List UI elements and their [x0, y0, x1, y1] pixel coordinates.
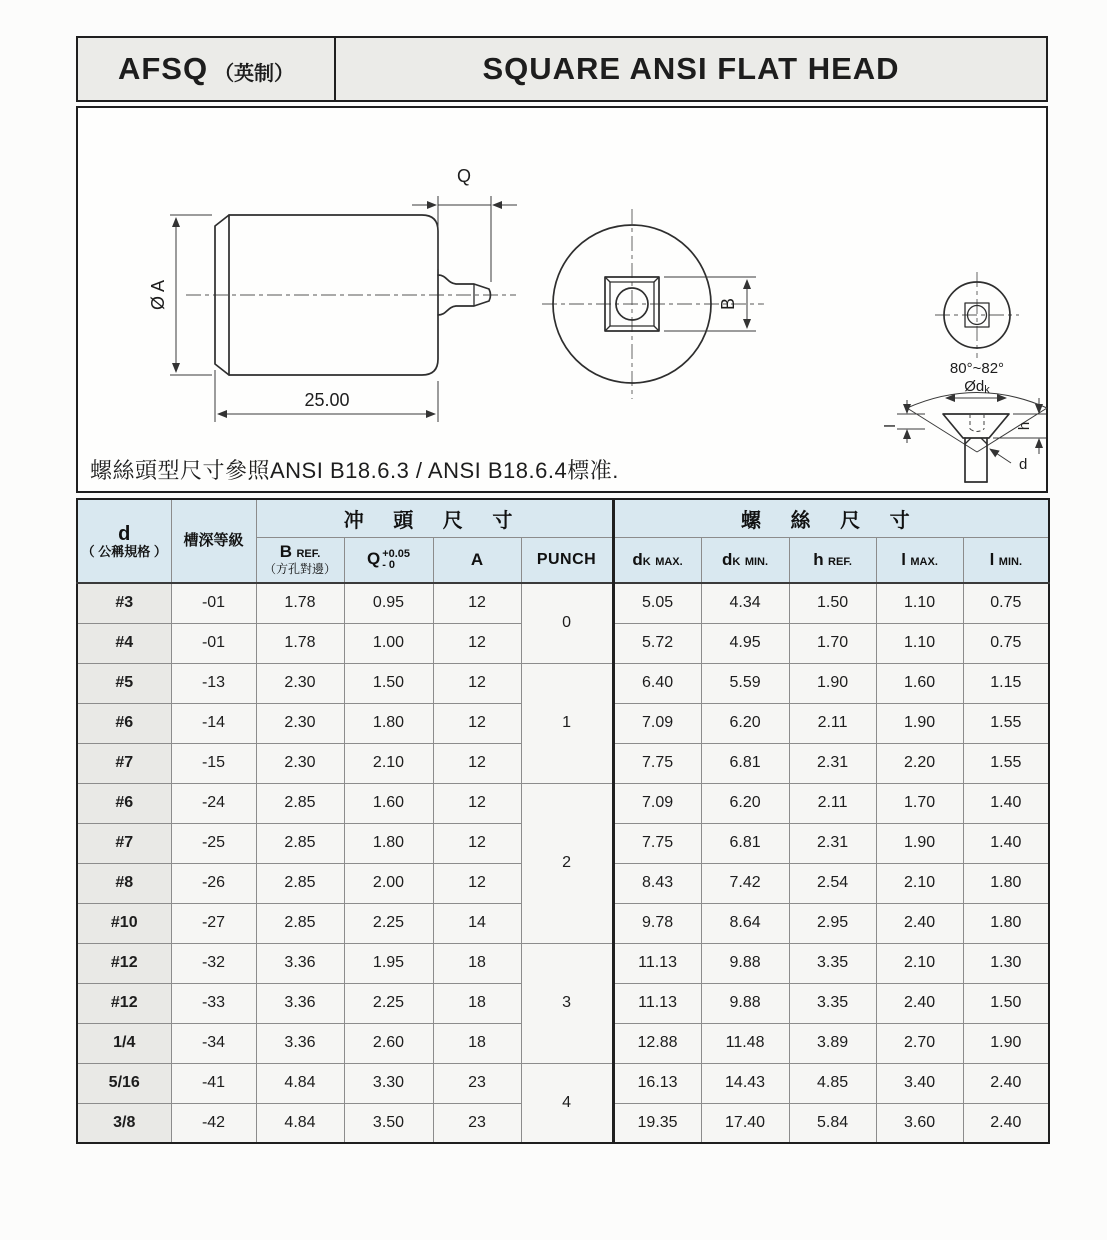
cell-a: 18: [433, 983, 521, 1023]
cell-q: 1.00: [344, 623, 433, 663]
cell-dk-min: 9.88: [701, 943, 789, 983]
cell-a: 12: [433, 703, 521, 743]
flat-head-profile: [943, 414, 1009, 438]
cell-b-ref: 2.85: [256, 783, 344, 823]
cell-b-ref: 2.85: [256, 823, 344, 863]
standard-reference-note: 螺絲頭型尺寸參照ANSI B18.6.3 / ANSI B18.6.4標准.: [90, 458, 619, 483]
cell-l-max: 2.40: [876, 983, 963, 1023]
group-header-screw-dimensions: 螺 絲 尺 寸: [613, 499, 1049, 537]
col-header-l-max: l MAX.: [876, 537, 963, 583]
cell-l-max: 2.70: [876, 1023, 963, 1063]
cell-l-min: 0.75: [963, 583, 1049, 623]
table-row: [77, 783, 1049, 823]
cell-d: #5: [77, 663, 171, 703]
cell-h-ref: 2.31: [789, 823, 876, 863]
cell-h-ref: 2.95: [789, 903, 876, 943]
cell-punch: 3: [521, 943, 613, 1063]
punch-side-view-drawing: [142, 148, 532, 448]
col-header-depth-grade: 槽深等級: [171, 499, 256, 583]
cell-depth: -41: [171, 1063, 256, 1103]
cell-a: 12: [433, 583, 521, 623]
cell-b-ref: 2.30: [256, 663, 344, 703]
dim-label-q: Q: [456, 166, 472, 186]
cell-depth: -34: [171, 1023, 256, 1063]
title-cell: [336, 38, 1046, 100]
cell-dk-min: 9.88: [701, 983, 789, 1023]
cell-b-ref: 2.85: [256, 863, 344, 903]
cell-d: #4: [77, 623, 171, 663]
cell-l-min: 1.90: [963, 1023, 1049, 1063]
cell-b-ref: 3.36: [256, 1023, 344, 1063]
cell-a: 12: [433, 663, 521, 703]
cell-depth: -42: [171, 1103, 256, 1143]
cell-a: 12: [433, 863, 521, 903]
cell-dk-max: 7.09: [613, 783, 701, 823]
cell-h-ref: 1.50: [789, 583, 876, 623]
cell-h-ref: 5.84: [789, 1103, 876, 1143]
cell-l-min: 1.80: [963, 863, 1049, 903]
cell-l-min: 1.40: [963, 823, 1049, 863]
cell-a: 12: [433, 743, 521, 783]
cell-dk-max: 7.75: [613, 743, 701, 783]
cell-depth: -01: [171, 623, 256, 663]
cell-q: 1.80: [344, 823, 433, 863]
spec-table-body: [77, 583, 1049, 1143]
cell-dk-min: 5.59: [701, 663, 789, 703]
table-row: [77, 663, 1049, 703]
cell-a: 12: [433, 623, 521, 663]
col-header-d: d （ 公稱規格 ）: [77, 499, 171, 583]
cell-depth: -26: [171, 863, 256, 903]
cell-l-min: 1.55: [963, 743, 1049, 783]
cell-a: 14: [433, 903, 521, 943]
cell-l-max: 3.40: [876, 1063, 963, 1103]
cell-dk-min: 4.95: [701, 623, 789, 663]
cell-dk-max: 7.75: [613, 823, 701, 863]
cell-depth: -01: [171, 583, 256, 623]
dim-label-l: l: [882, 424, 899, 428]
screw-head-drawing: [882, 256, 1049, 491]
cell-b-ref: 2.85: [256, 903, 344, 943]
col-header-l-min: l MIN.: [963, 537, 1049, 583]
cell-b-ref: 3.36: [256, 983, 344, 1023]
cell-b-ref: 2.30: [256, 703, 344, 743]
cell-l-min: 0.75: [963, 623, 1049, 663]
col-header-b-ref: B REF. （方孔對邊）: [256, 537, 344, 583]
cell-l-min: 1.15: [963, 663, 1049, 703]
cell-l-max: 1.10: [876, 623, 963, 663]
cell-q: 1.95: [344, 943, 433, 983]
cell-dk-max: 7.09: [613, 703, 701, 743]
table-row: [77, 583, 1049, 623]
cell-q: 1.60: [344, 783, 433, 823]
cell-l-max: 2.20: [876, 743, 963, 783]
cell-l-max: 3.60: [876, 1103, 963, 1143]
cell-dk-max: 6.40: [613, 663, 701, 703]
cell-depth: -24: [171, 783, 256, 823]
cell-punch: 0: [521, 583, 613, 663]
cell-d: #3: [77, 583, 171, 623]
cell-a: 23: [433, 1103, 521, 1143]
col-header-dk-min: dK MIN.: [701, 537, 789, 583]
cell-d: #6: [77, 703, 171, 743]
cell-d: #7: [77, 823, 171, 863]
cell-d: 3/8: [77, 1103, 171, 1143]
cell-q: 0.95: [344, 583, 433, 623]
cell-l-max: 1.60: [876, 663, 963, 703]
model-unit-suffix: （英制）: [214, 62, 295, 85]
cell-dk-max: 12.88: [613, 1023, 701, 1063]
cell-b-ref: 1.78: [256, 583, 344, 623]
cell-h-ref: 3.89: [789, 1023, 876, 1063]
cell-b-ref: 3.36: [256, 943, 344, 983]
cell-a: 12: [433, 783, 521, 823]
page-title: SQUARE ANSI FLAT HEAD: [482, 51, 900, 86]
cell-depth: -27: [171, 903, 256, 943]
cell-q: 1.50: [344, 663, 433, 703]
cell-l-max: 1.10: [876, 583, 963, 623]
spec-table: [76, 498, 1050, 1144]
cell-q: 2.00: [344, 863, 433, 903]
punch-face-view-drawing: [530, 193, 775, 428]
cell-dk-min: 6.81: [701, 743, 789, 783]
cell-q: 1.80: [344, 703, 433, 743]
cell-h-ref: 3.35: [789, 983, 876, 1023]
cell-q: 3.30: [344, 1063, 433, 1103]
cell-b-ref: 1.78: [256, 623, 344, 663]
cell-l-min: 1.30: [963, 943, 1049, 983]
cell-q: 2.25: [344, 903, 433, 943]
cell-a: 12: [433, 823, 521, 863]
cell-l-max: 1.90: [876, 823, 963, 863]
cell-q: 2.60: [344, 1023, 433, 1063]
table-row: [77, 943, 1049, 983]
cell-dk-min: 6.20: [701, 703, 789, 743]
cell-h-ref: 2.54: [789, 863, 876, 903]
cell-h-ref: 2.11: [789, 783, 876, 823]
cell-q: 3.50: [344, 1103, 433, 1143]
cell-h-ref: 4.85: [789, 1063, 876, 1103]
cell-h-ref: 3.35: [789, 943, 876, 983]
cell-d: #6: [77, 783, 171, 823]
cell-dk-min: 17.40: [701, 1103, 789, 1143]
cell-l-min: 2.40: [963, 1103, 1049, 1143]
cell-dk-max: 9.78: [613, 903, 701, 943]
cell-d: 1/4: [77, 1023, 171, 1063]
cell-a: 18: [433, 1023, 521, 1063]
technical-drawing-panel: [76, 106, 1048, 493]
cell-depth: -13: [171, 663, 256, 703]
cell-punch: 4: [521, 1063, 613, 1143]
cell-a: 18: [433, 943, 521, 983]
col-header-dk-max: dK MAX.: [613, 537, 701, 583]
col-header-a: A: [433, 537, 521, 583]
cell-l-min: 1.80: [963, 903, 1049, 943]
col-header-h-ref: h REF.: [789, 537, 876, 583]
cell-dk-max: 5.05: [613, 583, 701, 623]
cell-l-min: 1.40: [963, 783, 1049, 823]
col-header-punch: PUNCH: [521, 537, 613, 583]
cell-h-ref: 2.31: [789, 743, 876, 783]
cell-dk-min: 7.42: [701, 863, 789, 903]
cell-dk-min: 8.64: [701, 903, 789, 943]
table-row: [77, 1063, 1049, 1103]
cell-h-ref: 1.90: [789, 663, 876, 703]
cell-b-ref: 2.30: [256, 743, 344, 783]
cell-depth: -32: [171, 943, 256, 983]
title-bar: [76, 36, 1048, 102]
cell-depth: -33: [171, 983, 256, 1023]
cell-d: #8: [77, 863, 171, 903]
cell-q: 2.10: [344, 743, 433, 783]
dim-label-dia-dk: Ødk: [964, 378, 990, 396]
cell-punch: 1: [521, 663, 613, 783]
dim-label-angle: 80°~82°: [949, 360, 1005, 377]
cell-d: #7: [77, 743, 171, 783]
model-code: AFSQ: [117, 51, 209, 86]
cell-dk-max: 19.35: [613, 1103, 701, 1143]
cell-l-max: 1.90: [876, 703, 963, 743]
cell-d: #12: [77, 943, 171, 983]
cell-b-ref: 4.84: [256, 1063, 344, 1103]
cell-q: 2.25: [344, 983, 433, 1023]
cell-l-max: 1.70: [876, 783, 963, 823]
cell-dk-min: 4.34: [701, 583, 789, 623]
model-cell: [78, 38, 336, 100]
cell-punch: 2: [521, 783, 613, 943]
cell-dk-max: 5.72: [613, 623, 701, 663]
cell-d: #12: [77, 983, 171, 1023]
cell-b-ref: 4.84: [256, 1103, 344, 1143]
cell-dk-max: 16.13: [613, 1063, 701, 1103]
dim-label-length: 25.00: [304, 390, 350, 410]
cell-h-ref: 2.11: [789, 703, 876, 743]
cell-dk-max: 11.13: [613, 983, 701, 1023]
cell-l-min: 1.50: [963, 983, 1049, 1023]
spec-table-header: [77, 499, 1049, 583]
cell-depth: -25: [171, 823, 256, 863]
col-header-q: Q +0.05 - 0: [344, 537, 433, 583]
dim-label-b: B: [718, 297, 738, 311]
cell-l-max: 2.40: [876, 903, 963, 943]
group-header-punch-dimensions: 冲 頭 尺 寸: [256, 499, 613, 537]
cell-dk-min: 14.43: [701, 1063, 789, 1103]
cell-dk-max: 11.13: [613, 943, 701, 983]
cell-d: #10: [77, 903, 171, 943]
cell-depth: -14: [171, 703, 256, 743]
cell-h-ref: 1.70: [789, 623, 876, 663]
cell-dk-min: 11.48: [701, 1023, 789, 1063]
dim-label-h: h: [1016, 421, 1033, 431]
cell-l-max: 2.10: [876, 863, 963, 903]
cell-l-min: 2.40: [963, 1063, 1049, 1103]
cell-dk-min: 6.81: [701, 823, 789, 863]
dim-label-dia-a: Ø A: [148, 279, 168, 311]
cell-dk-max: 8.43: [613, 863, 701, 903]
cell-a: 23: [433, 1063, 521, 1103]
dim-label-d: d: [1019, 456, 1028, 473]
cell-dk-min: 6.20: [701, 783, 789, 823]
cell-l-min: 1.55: [963, 703, 1049, 743]
cell-l-max: 2.10: [876, 943, 963, 983]
cell-d: 5/16: [77, 1063, 171, 1103]
cell-depth: -15: [171, 743, 256, 783]
